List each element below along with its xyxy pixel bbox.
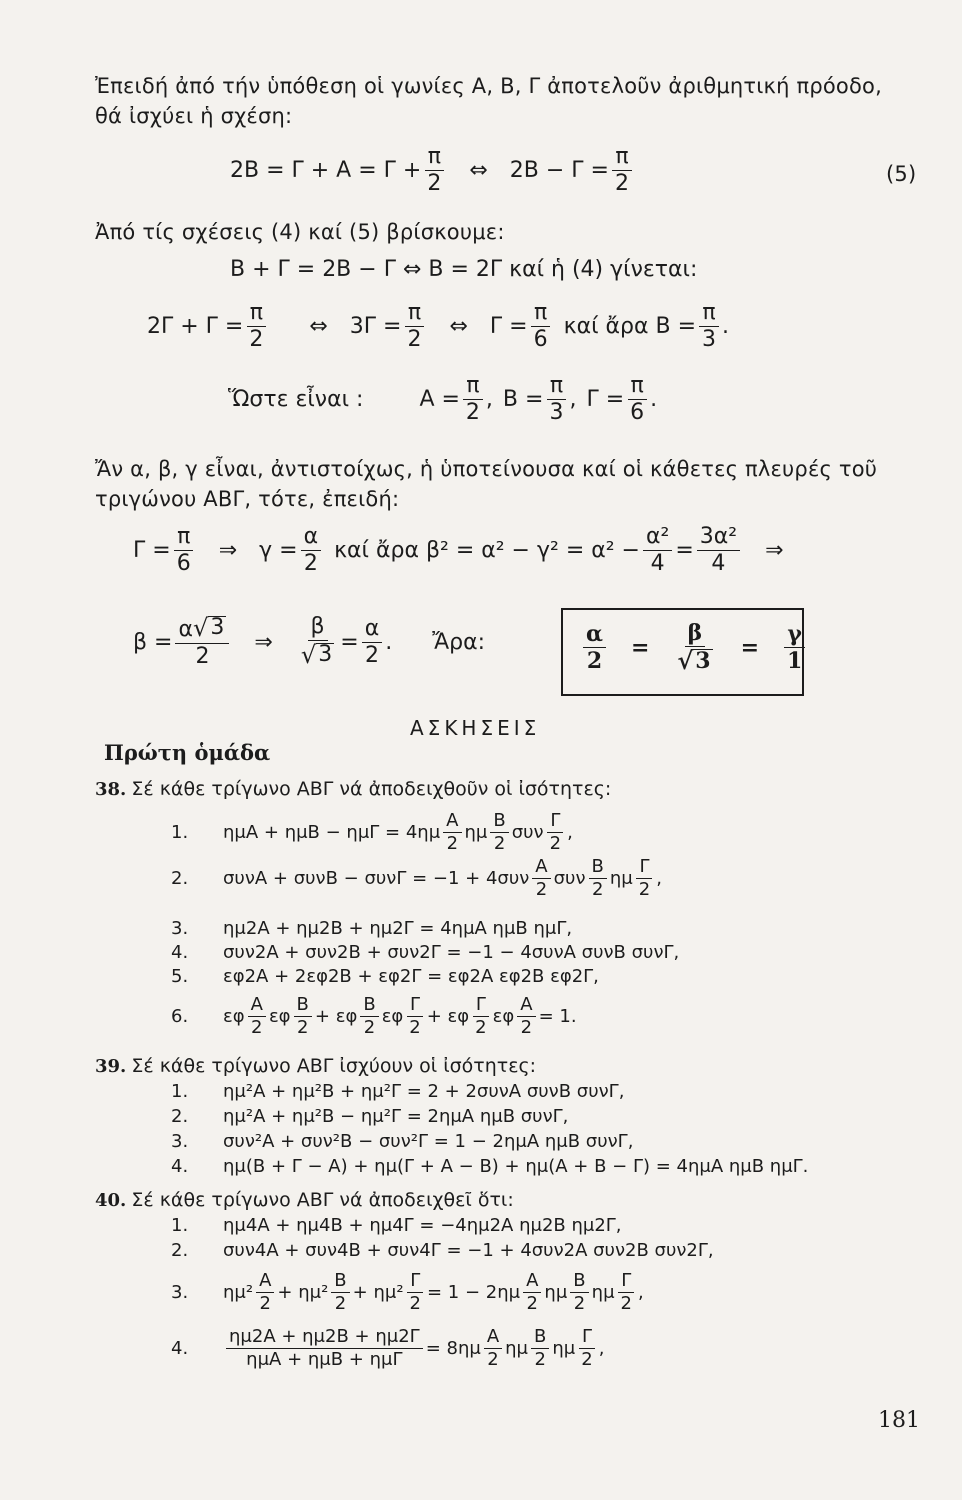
- ex39-item-2: 2. ημ²Α + ημ²Β − ημ²Γ = 2ημΑ ημΒ συνΓ,: [171, 1106, 569, 1127]
- page-number: 181: [878, 1408, 920, 1433]
- exercise-38-header: 38. Σέ κάθε τρίγωνο ΑΒΓ νά ἀποδειχθοῦν οἱ ἰσότητες:: [95, 778, 612, 800]
- ex38-item-1: 1. ημΑ + ημΒ − ημΓ = 4ημ $\frac{A}{2}$ ημ $\frac{B}{2}$ συν $\frac{\Gamma}{2}$ ,: [171, 810, 573, 854]
- ex39-item-1: 1. ημ²Α + ημ²Β + ημ²Γ = 2 + 2συνΑ συνΒ συνΓ,: [171, 1081, 625, 1102]
- equation-e: Γ = $\frac{\pi}{6}$ ⇒ γ = $\frac{\alpha}{2}$ καί ἄρα β² = α² − γ² = α² − $\frac{\text{α²}}{4}$ = $\frac{\text{3α²}}{4}$ ⇒: [133, 524, 784, 576]
- equation-5: 2Β = Γ + Α = Γ + $\frac{\pi}{2}$ ⇔ 2Β − Γ = $\frac{\pi}{2}$: [230, 146, 635, 195]
- ex38-item-5: 5. εφ2Α + 2εφ2Β + εφ2Γ = εφ2Α εφ2Β εφ2Γ,: [171, 966, 599, 987]
- ex39-item-3: 3. συν²Α + συν²Β − συν²Γ = 1 − 2ημΑ ημΒ συνΓ,: [171, 1131, 634, 1152]
- equation-d: Ὥστε εἶναι : Α = $\frac{\pi}{2}$ , Β = $\frac{\pi}{3}$ , Γ = $\frac{\pi}{6}$ .: [228, 373, 658, 425]
- ex40-item-3: 3. ημ² $\frac{A}{2}$ + ημ² $\frac{B}{2}$ + ημ² $\frac{\Gamma}{2}$ = 1 − 2ημ $\frac{A}{2}$ ημ $\frac{B}{2}$ ημ $\frac{\Gamma}{2}$ ,: [171, 1270, 644, 1314]
- eq5-lhs: 2Β = Γ + Α = Γ +: [230, 158, 422, 183]
- para3-line1: Ἄν α, β, γ εἶναι, ἀντιστοίχως, ἡ ὑποτείνουσα καί οἱ κάθετες πλευρές τοῦ: [95, 457, 878, 481]
- equation-b: Β + Γ = 2Β − Γ ⇔ Β = 2Γ καί ἡ (4) γίνεται:: [230, 257, 698, 282]
- fraction: $\frac{\pi}{2}$: [424, 146, 444, 195]
- ex40-item-4: 4. $\frac{\eta\mu 2A + \eta\mu 2B + \eta\mu 2\Gamma}{\text{ημΑ + ημΒ + ημΓ}}$ = 8ημ $\frac{A}{2}$ ημ $\frac{B}{2}$ ημ $\frac{\Gamma}{2}$ ,: [171, 1326, 605, 1370]
- para3-line2: τριγώνου ΑΒΓ, τότε, ἐπειδή:: [95, 487, 400, 511]
- group-title: Πρώτη ὁμάδα: [104, 740, 271, 765]
- ex38-item-4: 4. συν2Α + συν2Β + συν2Γ = −1 − 4συνΑ συνΒ συνΓ,: [171, 942, 680, 963]
- equation-label-5: (5): [886, 162, 917, 186]
- ex39-item-4: 4. ημ(Β + Γ − Α) + ημ(Γ + Α − Β) + ημ(Α + Β − Γ) = 4ημΑ ημΒ ημΓ.: [171, 1156, 809, 1177]
- boxed-equation: $\frac{\alpha}{2}$ = β √ 3 = $\frac{\gamma}{1}$: [580, 622, 808, 673]
- ex38-item-2: 2. συνΑ + συνΒ − συνΓ = −1 + 4συν $\frac{A}{2}$ συν $\frac{B}{2}$ ημ $\frac{\Gamma}{2}$ ,: [171, 856, 662, 900]
- ex40-item-1: 1. ημ4Α + ημ4Β + ημ4Γ = −4ημ2Α ημ2Β ημ2Γ,: [171, 1215, 622, 1236]
- para1-line2: θά ἰσχύει ἡ σχέση:: [95, 104, 293, 128]
- equation-c: 2Γ + Γ = $\frac{\pi}{2}$ ⇔ 3Γ = $\frac{\pi}{2}$ ⇔ Γ = $\frac{\pi}{6}$ καί ἄρα Β = $\frac{\pi}{3}$ .: [147, 300, 729, 352]
- para2-line1: Ἀπό τίς σχέσεις (4) καί (5) βρίσκουμε:: [95, 220, 505, 244]
- section-title: ΑΣΚΗΣΕΙΣ: [410, 716, 541, 740]
- ex38-item-3: 3. ημ2Α + ημ2Β + ημ2Γ = 4ημΑ ημΒ ημΓ,: [171, 918, 573, 939]
- equation-f: β = α √ 3 2 ⇒ β √ 3 = $\frac{\alpha}{2}$ . Ἄρα:: [133, 614, 486, 669]
- exercise-40-header: 40. Σέ κάθε τρίγωνο ΑΒΓ νά ἀποδειχθεῖ ὅτι:: [95, 1189, 514, 1211]
- fraction: $\frac{\pi}{2}$: [612, 146, 632, 195]
- ex40-item-2: 2. συν4Α + συν4Β + συν4Γ = −1 + 4συν2Α συν2Β συν2Γ,: [171, 1240, 714, 1261]
- exercise-39-header: 39. Σέ κάθε τρίγωνο ΑΒΓ ἰσχύουν οἱ ἰσότητες:: [95, 1055, 537, 1077]
- para1-line1: Ἐπειδή ἀπό τήν ὑπόθεση οἱ γωνίες Α, Β, Γ ἀποτελοῦν ἀριθμητική πρόοδο,: [95, 74, 882, 98]
- ex38-item-6: 6. εφ $\frac{A}{2}$ εφ $\frac{B}{2}$ + εφ $\frac{B}{2}$ εφ $\frac{\Gamma}{2}$ + εφ $\frac{\Gamma}{2}$ εφ $\frac{A}{2}$ = 1.: [171, 994, 577, 1038]
- iff-symbol: ⇔: [469, 158, 488, 183]
